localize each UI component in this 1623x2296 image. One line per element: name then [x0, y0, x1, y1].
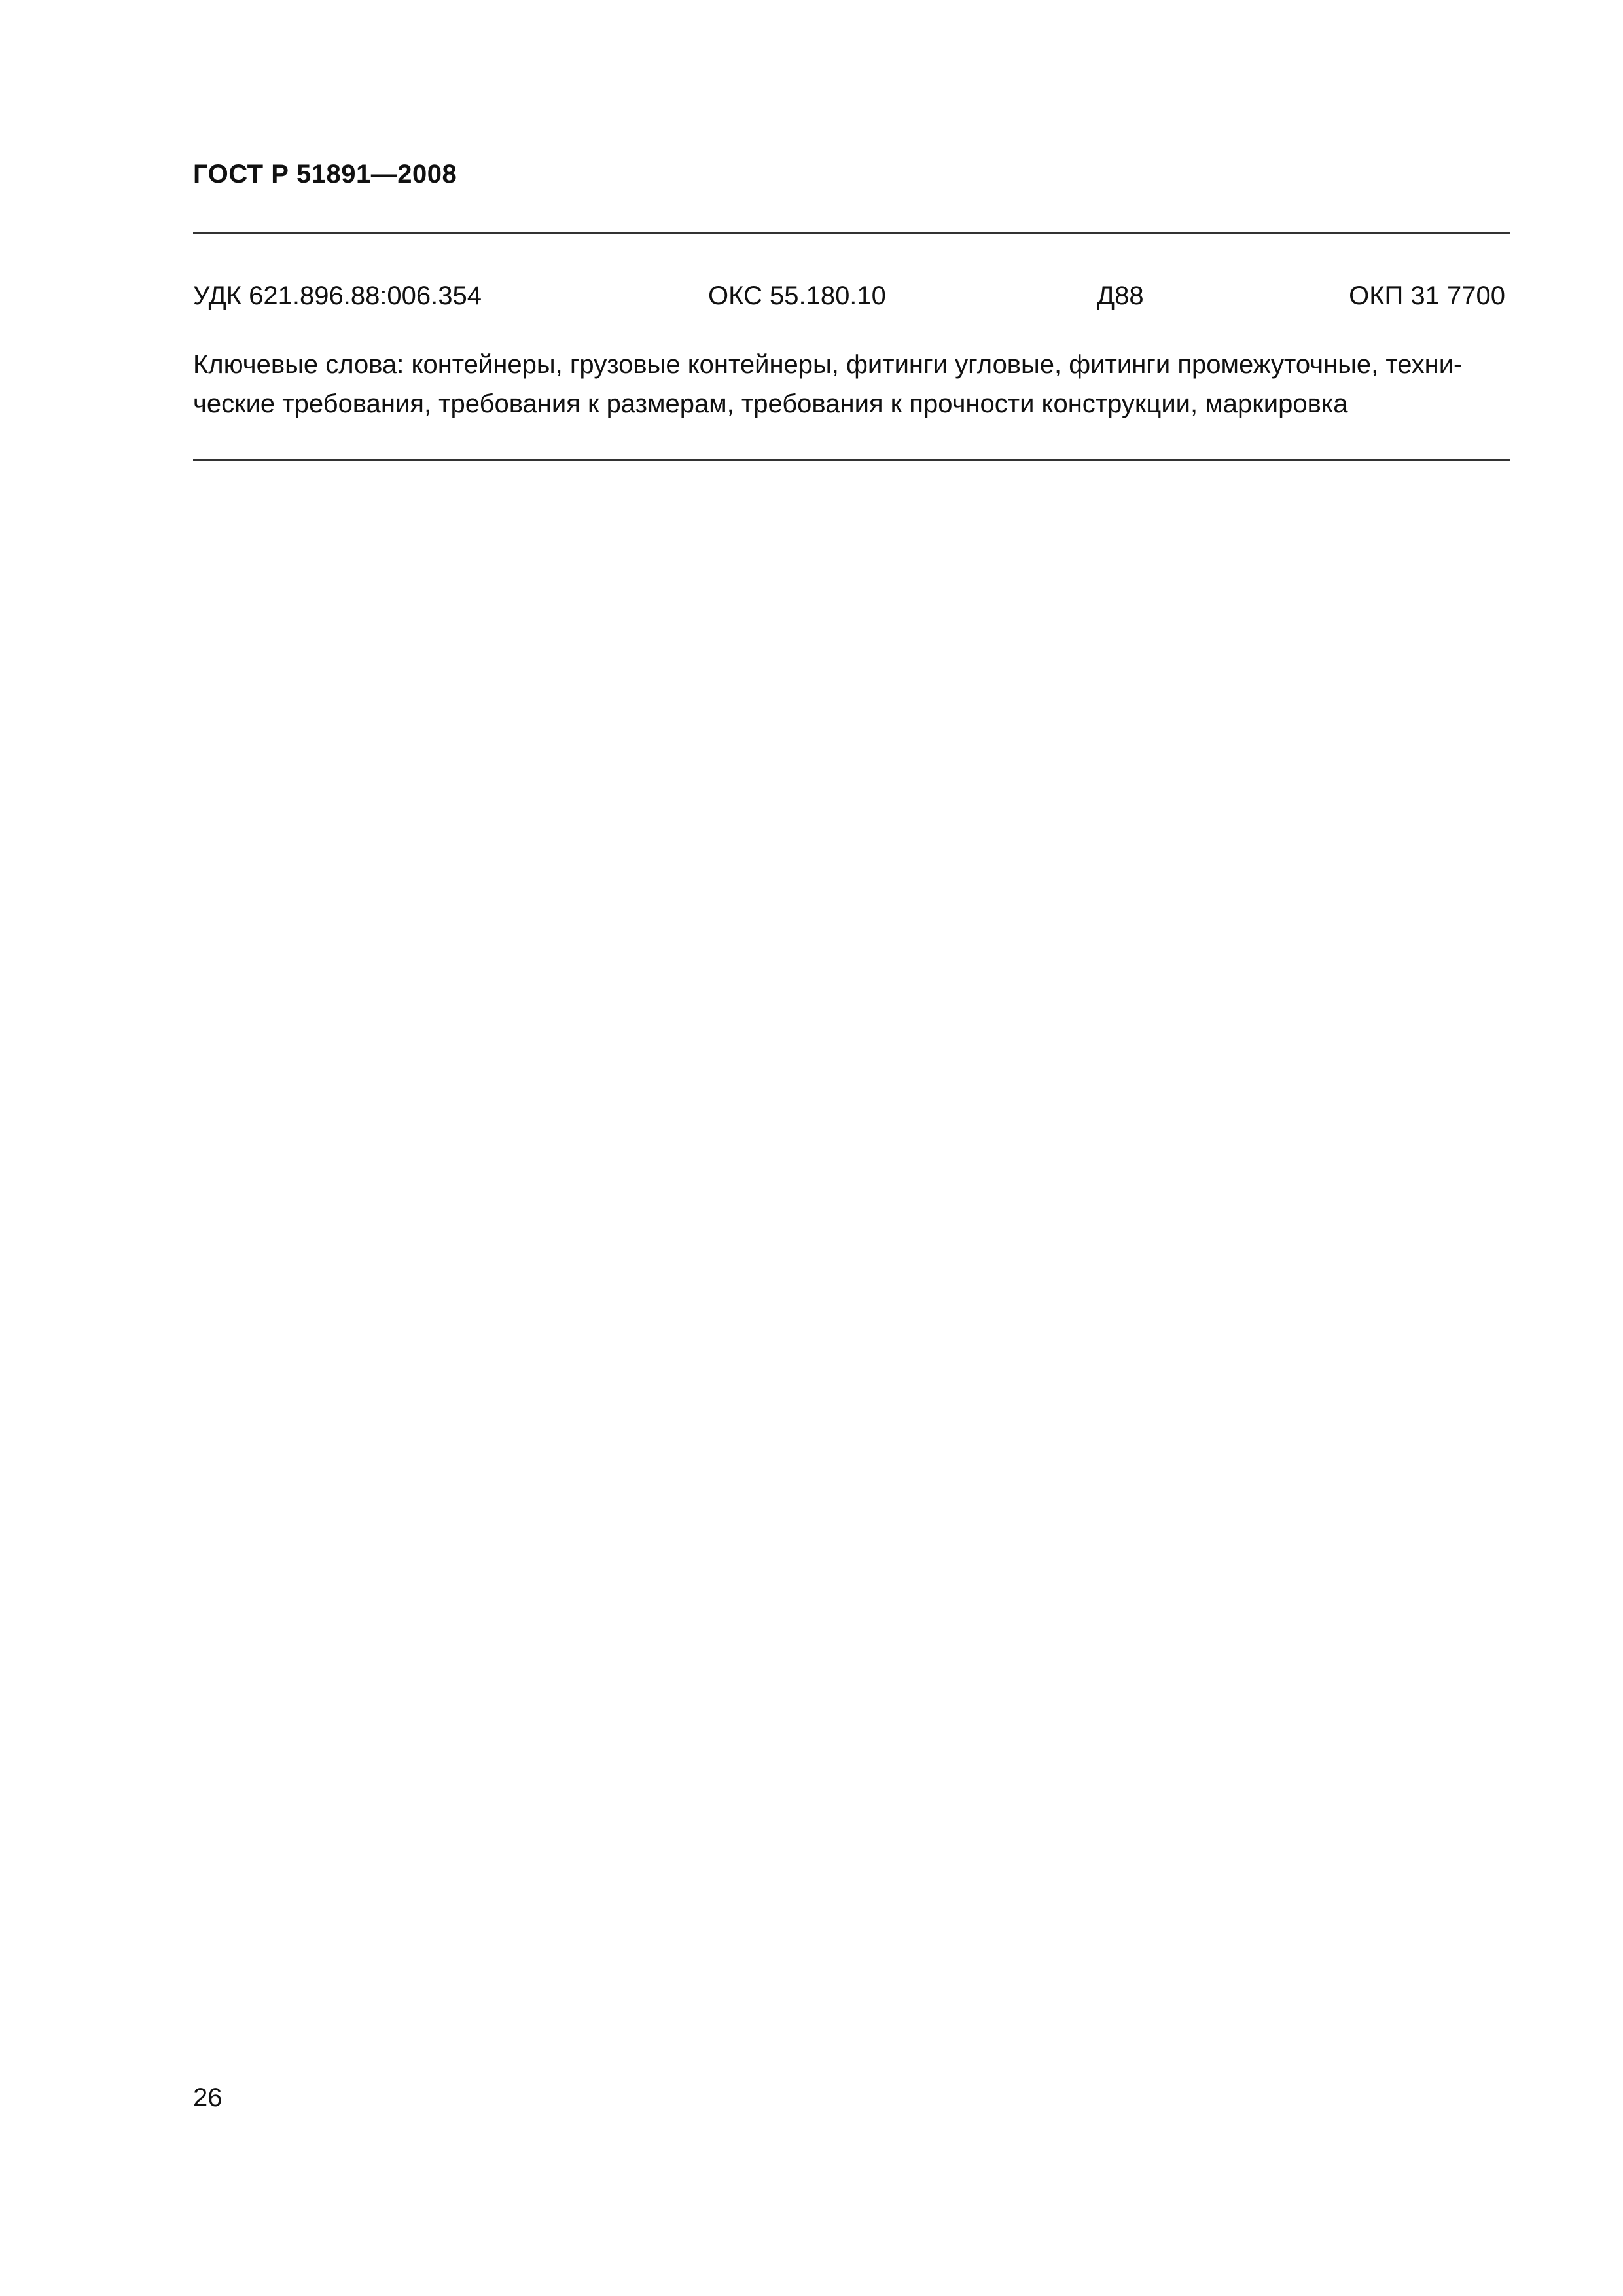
top-divider — [193, 232, 1510, 234]
udk-code: УДК 621.896.88:006.354 — [193, 281, 482, 310]
group-code: Д88 — [1097, 281, 1144, 310]
oks-code: ОКС 55.180.10 — [708, 281, 886, 310]
keywords-block — [193, 345, 1510, 423]
page-number: 26 — [193, 2083, 223, 2112]
keywords-line-1: Ключевые слова: контейнеры, грузовые контейнеры, фитинги угловые, фитинги промежуточные, техни- — [193, 350, 1463, 379]
okp-code: ОКП 31 7700 — [1349, 281, 1505, 310]
standard-title: ГОСТ Р 51891—2008 — [193, 160, 457, 188]
keywords-line-2: ческие требования, требования к размерам, требования к прочности конструкции, маркировка — [193, 389, 1348, 418]
bottom-divider — [193, 459, 1510, 461]
